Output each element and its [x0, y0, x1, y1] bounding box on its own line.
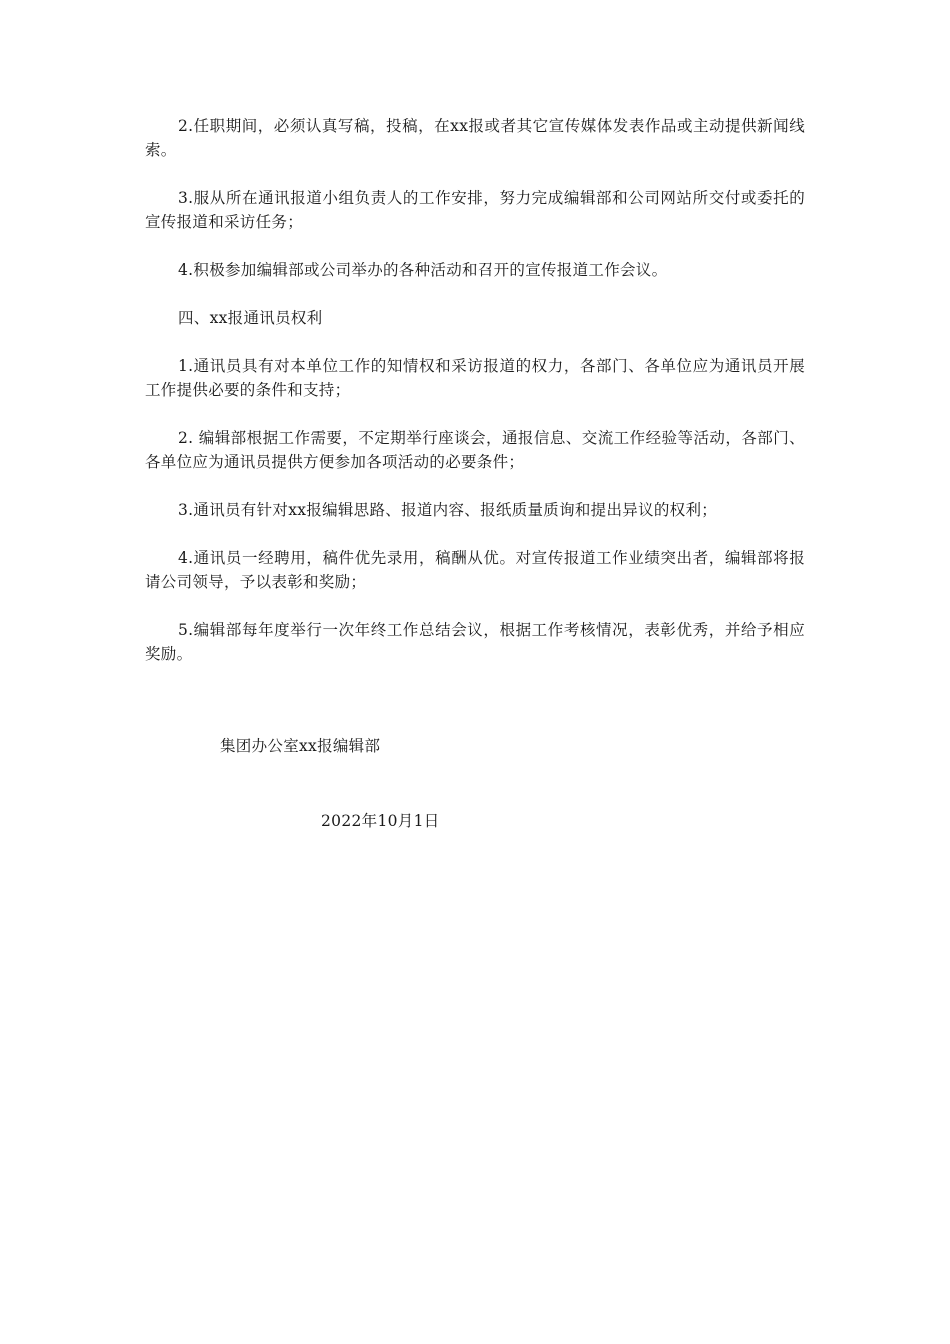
paragraph-right-4: 4.通讯员一经聘用，稿件优先录用，稿酬从优。对宣传报道工作业绩突出者，编辑部将报请公司领导，予以表彰和奖励；	[145, 549, 805, 591]
paragraph-right-5: 5.编辑部每年度举行一次年终工作总结会议，根据工作考核情况，表彰优秀，并给予相应奖励。	[145, 621, 805, 663]
paragraph-right-3: 3.通讯员有针对xx报编辑思路、报道内容、报纸质量质询和提出异议的权利；	[178, 501, 718, 519]
document-body	[145, 114, 805, 690]
paragraph-right-2: 2. 编辑部根据工作需要，不定期举行座谈会，通报信息、交流工作经验等活动，各部门、各单位应为通讯员提供方便参加各项活动的必要条件；	[145, 429, 805, 471]
paragraph-duty-4: 4.积极参加编辑部或公司举办的各种活动和召开的宣传报道工作会议。	[178, 261, 668, 279]
signature-date: 2022年10月1日	[321, 812, 440, 830]
section-heading-rights: 四、xx报通讯员权利	[178, 309, 323, 327]
paragraph-right-1: 1.通讯员具有对本单位工作的知情权和采访报道的权力，各部门、各单位应为通讯员开展工作提供必要的条件和支持；	[145, 357, 805, 399]
paragraph-duty-3: 3.服从所在通讯报道小组负责人的工作安排，努力完成编辑部和公司网站所交付或委托的宣传报道和采访任务；	[145, 189, 805, 231]
signature-department: 集团办公室xx报编辑部	[220, 737, 381, 755]
paragraph-duty-2: 2.任职期间，必须认真写稿，投稿，在xx报或者其它宣传媒体发表作品或主动提供新闻线索。	[145, 117, 805, 159]
